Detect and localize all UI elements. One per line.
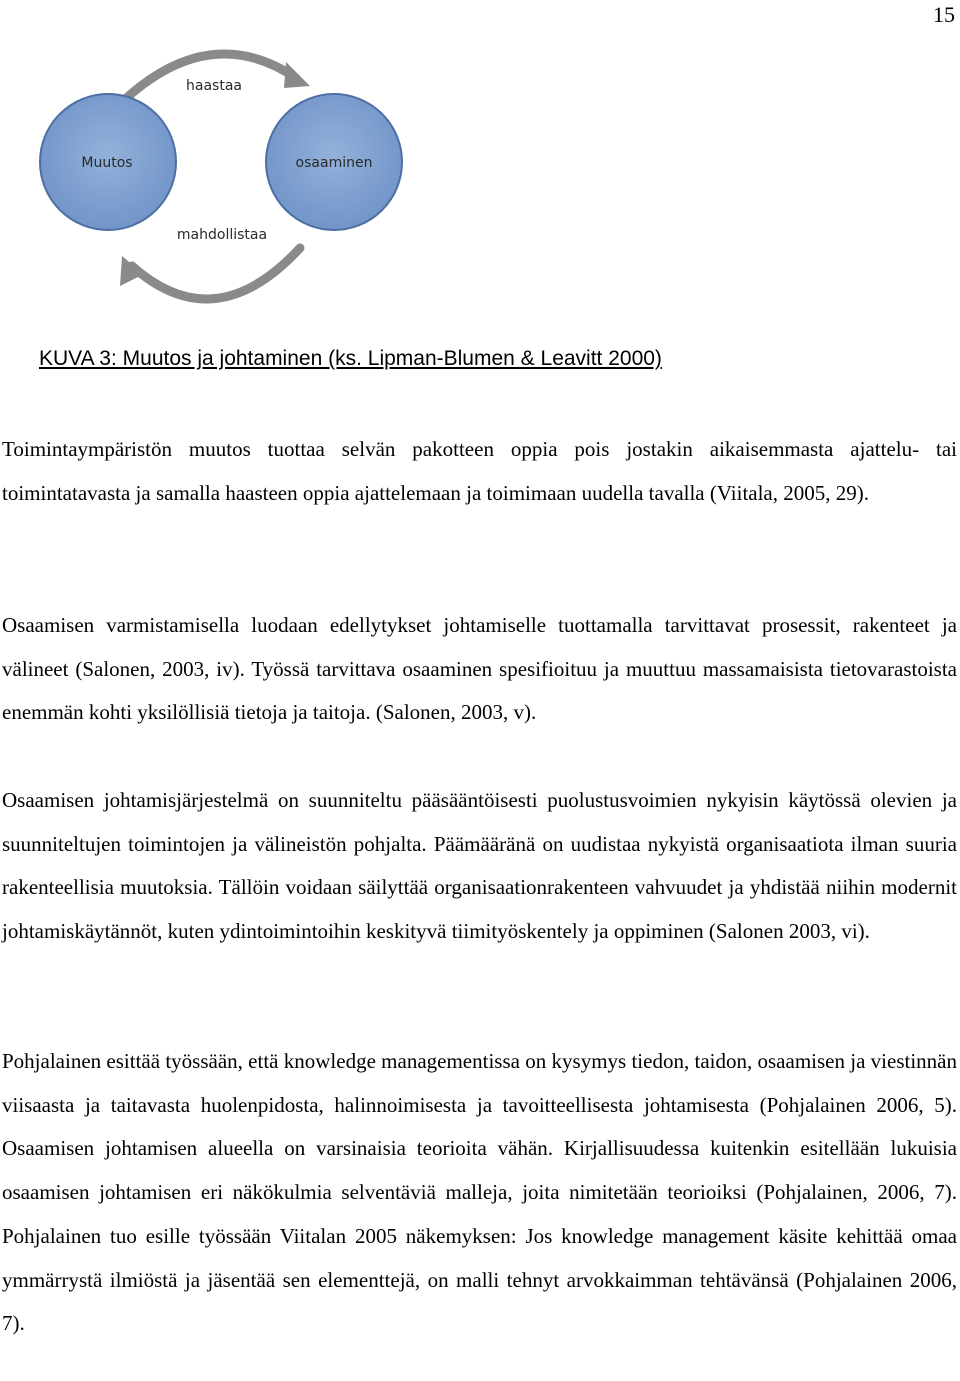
page-number: 15 — [933, 2, 955, 27]
top-arrowhead — [284, 62, 310, 88]
bottom-arrow — [132, 248, 300, 299]
muutos-label: Muutos — [81, 155, 133, 171]
osaaminen-label: osaaminen — [295, 155, 373, 171]
haastaa-label: haastaa — [186, 78, 242, 94]
mahdollistaa-label: mahdollistaa — [176, 227, 268, 243]
paragraph-4: Pohjalainen esittää työssään, että knowledge managementissa on kysymys tiedon, taidon, osaamisen ja viestinnän viisaasta ja taitavasta huolenpidosta, halinnoimisesta ja tavoitteellisesta johtamisesta (Pohjalainen 2006, 5). Osaamisen johtamisen alueella on varsinaisia teorioita vähän. Kirjallisuudessa kuitenkin esitellään lukuisia osaamisen johtamisen eri näkökulmia selventäviä malleja, joita nimitetään teorioiksi (Pohjalainen, 2006, 7). Pohjalainen tuo esille työssään Viitalan 2005 näkemyksen: Jos knowledge management käsite kehittää omaa ymmärrystä ilmiöstä ja jäsentää sen elementtejä, on malli tehnyt arvokkaimman tehtävänsä (Pohjalainen 2006, 7). — [2, 1049, 957, 1336]
change-cycle-diagram — [0, 40, 440, 310]
paragraph-2: Osaamisen varmistamisella luodaan edellytykset johtamiselle tuottamalla tarvittavat prosessit, rakenteet ja välineet (Salonen, 2003, iv). Työssä tarvittava osaaminen spesifioituu ja muuttuu massamaisista tietovarastoista enemmän kohti yksilöllisiä tietoja ja taitoja. (Salonen, 2003, v). — [2, 613, 957, 725]
paragraph-1: Toimintaympäristön muutos tuottaa selvän pakotteen oppia pois jostakin aikaisemmasta ajattelu- tai toimintatavasta ja samalla haasteen oppia ajattelemaan ja toimimaan uudella tavalla (Viitala, 2005, 29). — [2, 437, 957, 505]
paragraph-3: Osaamisen johtamisjärjestelmä on suunniteltu pääsääntöisesti puolustusvoimien nykyisin käytössä olevien ja suunniteltujen toimintojen ja välineistön pohjalta. Päämääränä on uudistaa nykyistä organisaatiota ilman suuria rakenteellisia muutoksia. Tällöin voidaan säilyttää organisaationrakenteen vahvuudet ja yhdistää niihin modernit johtamiskäytännöt, kuten ydintoimintoihin keskityvä tiimityöskentely ja oppiminen (Salonen 2003, vi). — [2, 788, 957, 944]
figure-caption: KUVA 3: Muutos ja johtaminen (ks. Lipman-Blumen & Leavitt 2000) — [39, 347, 662, 370]
